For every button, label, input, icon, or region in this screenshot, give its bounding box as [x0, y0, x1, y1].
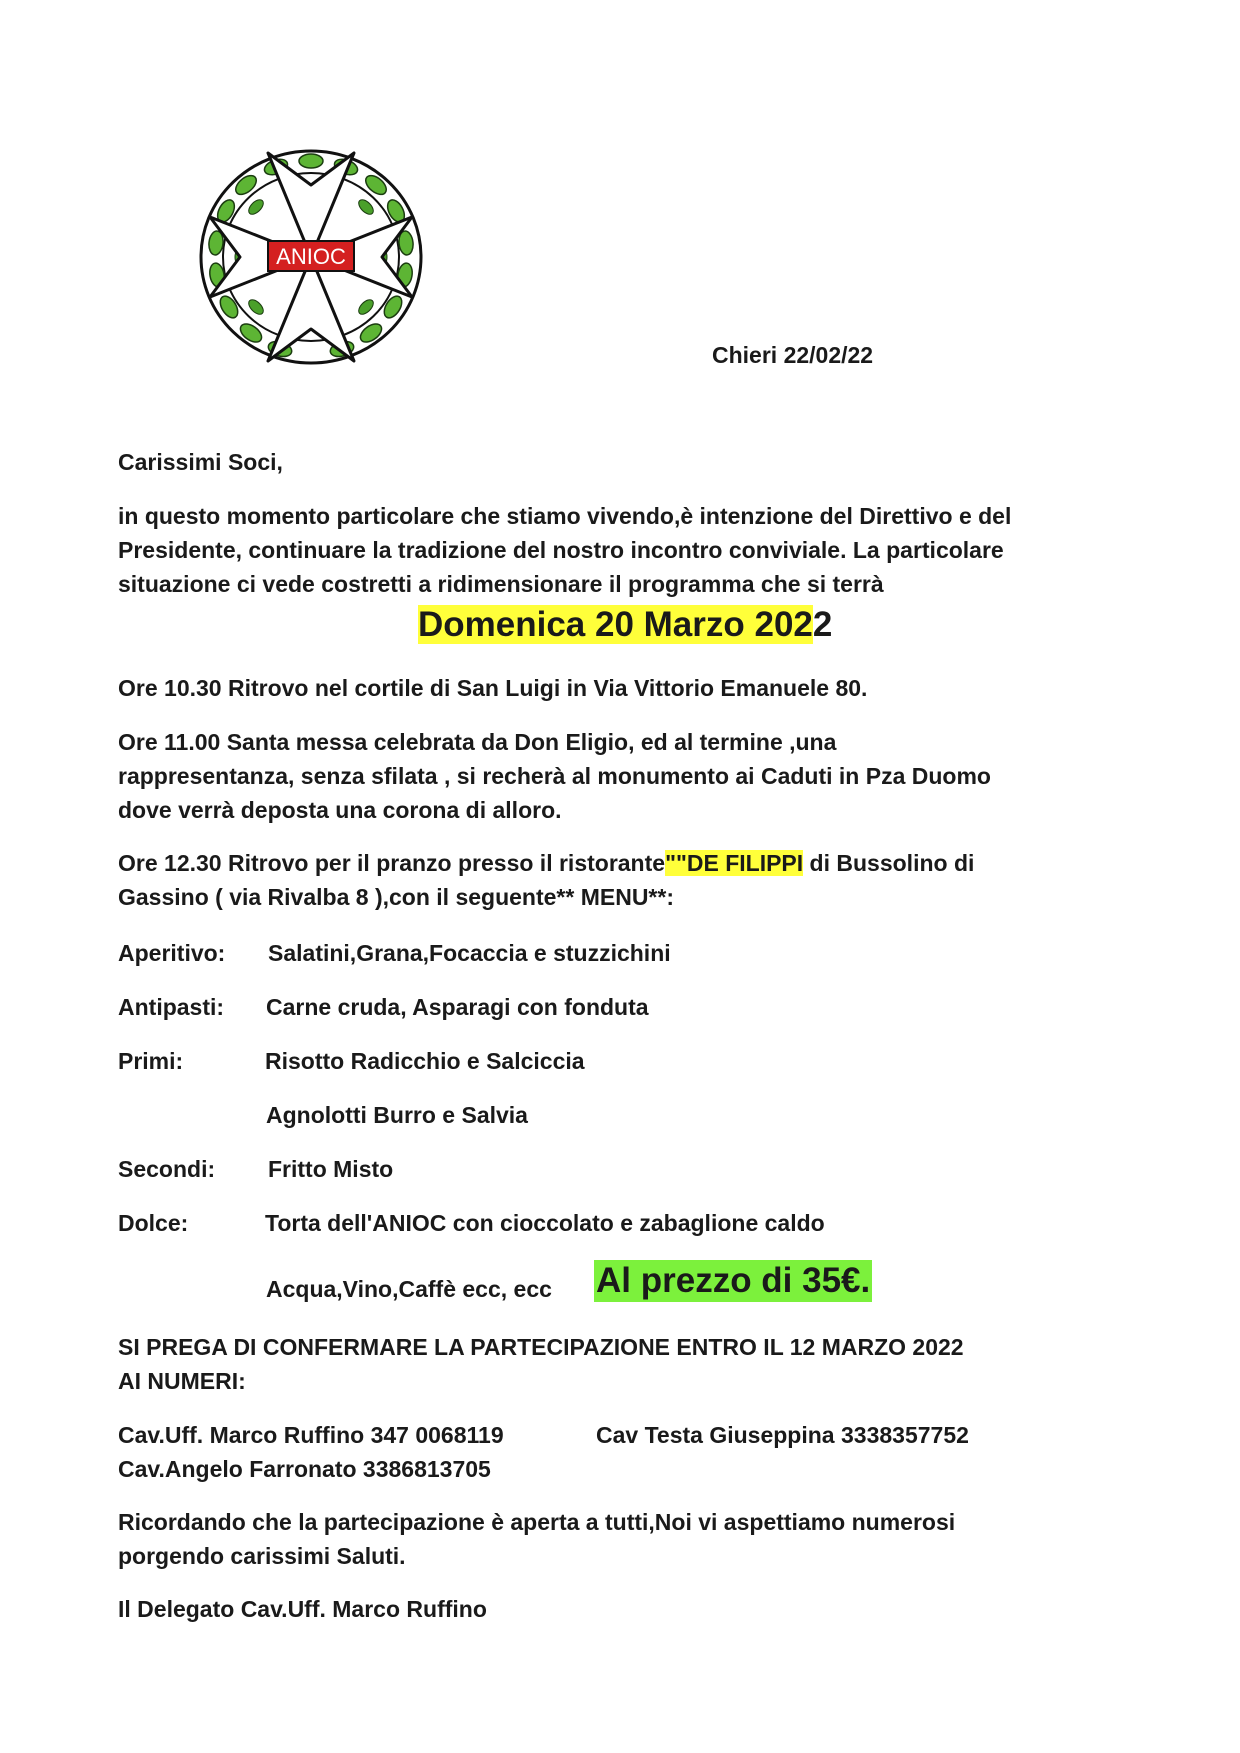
menu-row-antipasti — [118, 990, 1138, 1024]
contact: Cav.Angelo Farronato 3386813705 — [118, 1456, 491, 1482]
laurel-cross-icon — [196, 145, 426, 370]
schedule-line: Gassino ( via Rivalba 8 ),con il seguente** MENU**: — [118, 884, 674, 910]
contacts — [118, 1418, 1138, 1486]
contact: Cav.Uff. Marco Ruffino 347 0068119 — [118, 1422, 504, 1448]
event-date — [418, 603, 832, 647]
schedule-line: rappresentanza, senza sfilata , si recherà al monumento ai Caduti in Pza Duomo — [118, 763, 991, 789]
contact: Cav Testa Giuseppina 3338357752 — [596, 1422, 969, 1448]
menu-label: Dolce: — [118, 1210, 189, 1236]
menu-label: Aperitivo: — [118, 940, 226, 966]
menu-label: Secondi: — [118, 1156, 216, 1182]
schedule-item — [118, 846, 1138, 914]
event-date-highlight: Domenica 20 Marzo 202 — [418, 605, 813, 644]
menu-row-aperitivo — [118, 936, 1138, 970]
schedule-line — [118, 846, 1138, 880]
signature: Il Delegato Cav.Uff. Marco Ruffino — [118, 1596, 487, 1622]
restaurant-name: ""DE FILIPPI — [665, 850, 804, 876]
menu-row-primi — [118, 1044, 1138, 1078]
confirmation-line: SI PREGA DI CONFERMARE LA PARTECIPAZIONE ENTRO IL 12 MARZO 2022 — [118, 1334, 964, 1360]
menu-row-primi-2 — [118, 1098, 1138, 1132]
intro-line: situazione ci vede costretti a ridimensionare il programma che si terrà — [118, 571, 884, 597]
closing-line: Ricordando che la partecipazione è aperta a tutti,Noi vi aspettiamo numerosi — [118, 1509, 956, 1535]
menu-row-secondi — [118, 1152, 1138, 1186]
intro-paragraph — [118, 499, 1138, 601]
closing-paragraph — [118, 1505, 1138, 1573]
schedule-text: di Bussolino di — [803, 850, 975, 876]
menu-value: Fritto Misto — [268, 1156, 394, 1182]
menu-value: Risotto Radicchio e Salciccia — [265, 1048, 585, 1074]
anioc-logo — [196, 145, 426, 370]
intro-line: in questo momento particolare che stiamo vivendo,è intenzione del Direttivo e del — [118, 503, 1012, 529]
menu-value: Agnolotti Burro e Salvia — [266, 1102, 528, 1128]
menu-value: Salatini,Grana,Focaccia e stuzzichini — [268, 940, 671, 966]
menu-label: Antipasti: — [118, 994, 225, 1020]
contacts-row — [118, 1418, 1138, 1452]
closing-line: porgendo carissimi Saluti. — [118, 1543, 406, 1569]
menu-row-dolce — [118, 1206, 1138, 1240]
menu-row-drinks — [118, 1261, 1138, 1310]
event-date-rest: 2 — [812, 605, 833, 644]
schedule-item — [118, 725, 1138, 827]
menu-label: Primi: — [118, 1048, 184, 1074]
greeting: Carissimi Soci, — [118, 449, 283, 475]
confirmation-paragraph — [118, 1330, 1138, 1398]
schedule-text: Ore 12.30 Ritrovo per il pranzo presso il ristorante — [118, 850, 666, 876]
schedule-line: dove verrà deposta una corona di alloro. — [118, 797, 562, 823]
menu-value: Carne cruda, Asparagi con fonduta — [266, 994, 649, 1020]
intro-line: Presidente, continuare la tradizione del nostro incontro conviviale. La particolare — [118, 537, 1004, 563]
menu-value: Torta dell'ANIOC con cioccolato e zabaglione caldo — [265, 1210, 825, 1236]
confirmation-line: AI NUMERI: — [118, 1368, 246, 1394]
price: Al prezzo di 35€. — [596, 1261, 871, 1300]
schedule-item: Ore 10.30 Ritrovo nel cortile di San Luigi in Via Vittorio Emanuele 80. — [118, 675, 868, 701]
menu-value: Acqua,Vino,Caffè ecc, ecc — [266, 1276, 552, 1302]
letter-date: Chieri 22/02/22 — [712, 342, 874, 368]
schedule-line: Ore 11.00 Santa messa celebrata da Don Eligio, ed al termine ,una — [118, 729, 837, 755]
logo-text: ANIOC — [276, 244, 346, 269]
